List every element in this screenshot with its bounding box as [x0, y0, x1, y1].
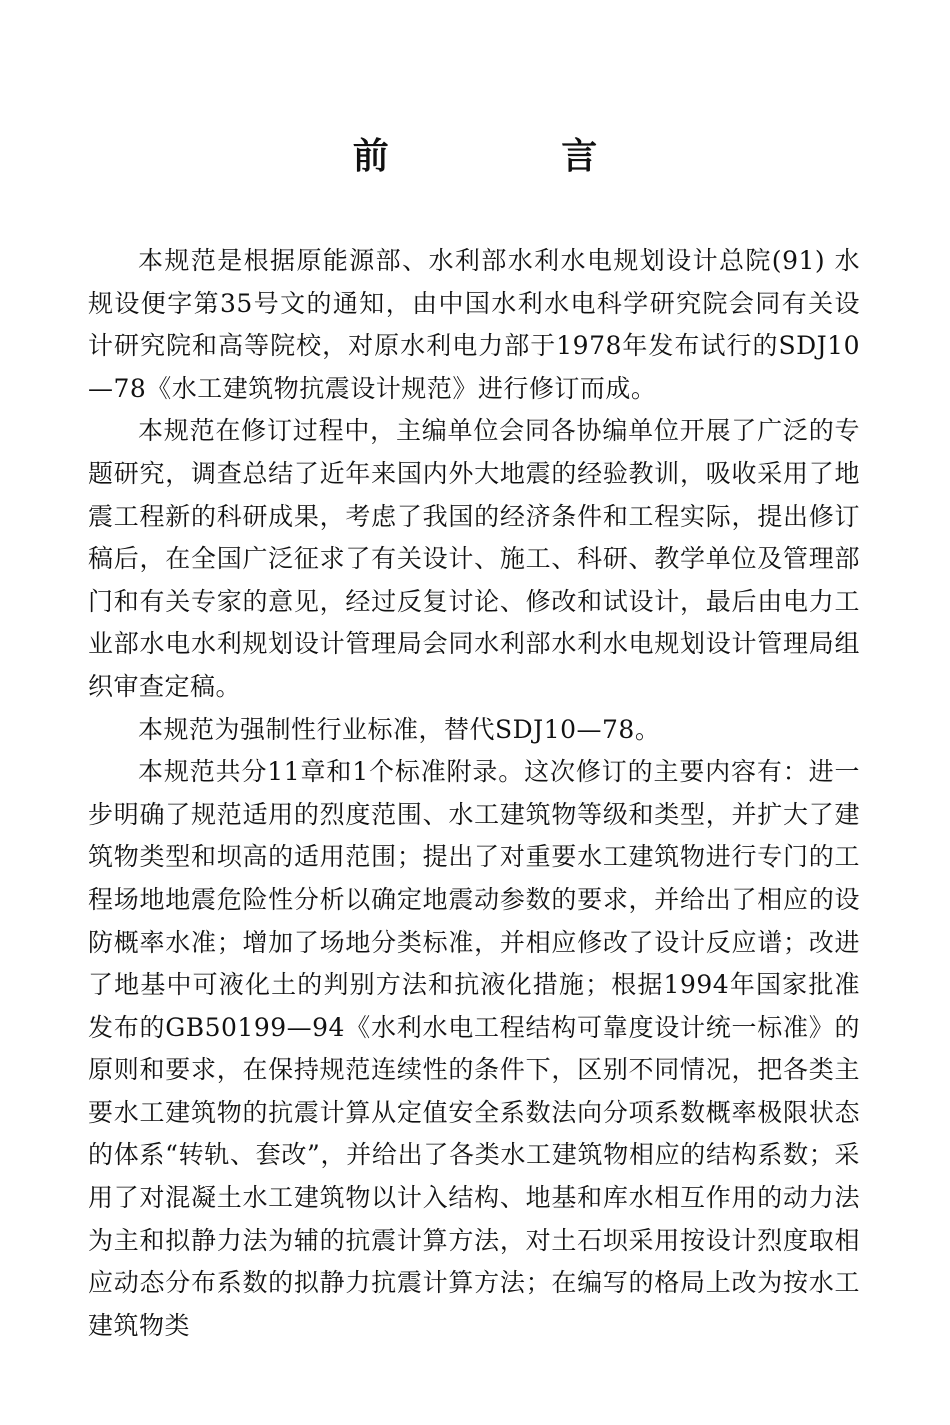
paragraph-2: 本规范在修订过程中，主编单位会同各协编单位开展了广泛的专题研究，调查总结了近年来国内外大地震的经验教训，吸收采用了地震工程新的科研成果，考虑了我国的经济条件和工程实际，提出修订稿后，在全国广泛征求了有关设计、施工、科研、教学单位及管理部门和有关专家的意见，经过反复讨论、修改和试设计，最后由电力工业部水电水利规划设计管理局会同水利部水利水电规划设计管理局组织审查定稿。 [88, 416, 860, 701]
paragraph-3: 本规范为强制性行业标准，替代SDJ10—78。 [138, 714, 661, 744]
paragraph-4: 本规范共分11章和1个标准附录。这次修订的主要内容有：进一步明确了规范适用的烈度范围、水工建筑物等级和类型，并扩大了建筑物类型和坝高的适用范围；提出了对重要水工建筑物进行专门的工程场地地震危险性分析以确定地震动参数的要求，并给出了相应的设防概率水准；增加了场地分类标准，并相应修改了设计反应谱；改进了地基中可液化土的判别方法和抗液化措施；根据1994年国家批准发布的GB50199—94《水利水电工程结构可靠度设计统一标准》的原则和要求，在保持规范连续性的条件下，区别不同情况，把各类主要水工建筑物的抗震计算从定值安全系数法向分项系数概率极限状态的体系“转轨、套改”，并给出了各类水工建筑物相应的结构系数；采用了对混凝土水工建筑物以计入结构、地基和库水相互作用的动力法为主和拟静力法为辅的抗震计算方法，对土石坝采用按设计烈度取相应动态分布系数的拟静力抗震计算方法；在编写的格局上改为按水工建筑物类 [88, 757, 860, 1340]
paragraph-1: 本规范是根据原能源部、水利部水利水电规划设计总院(91) 水规设便字第35号文的通知，由中国水利水电科学研究院会同有关设计研究院和高等院校，对原水利电力部于1978年发布试行的SDJ10—78《水工建筑物抗震设计规范》进行修订而成。 [88, 246, 860, 403]
page-title: 前 言 [352, 136, 678, 177]
body-text [88, 240, 860, 1347]
